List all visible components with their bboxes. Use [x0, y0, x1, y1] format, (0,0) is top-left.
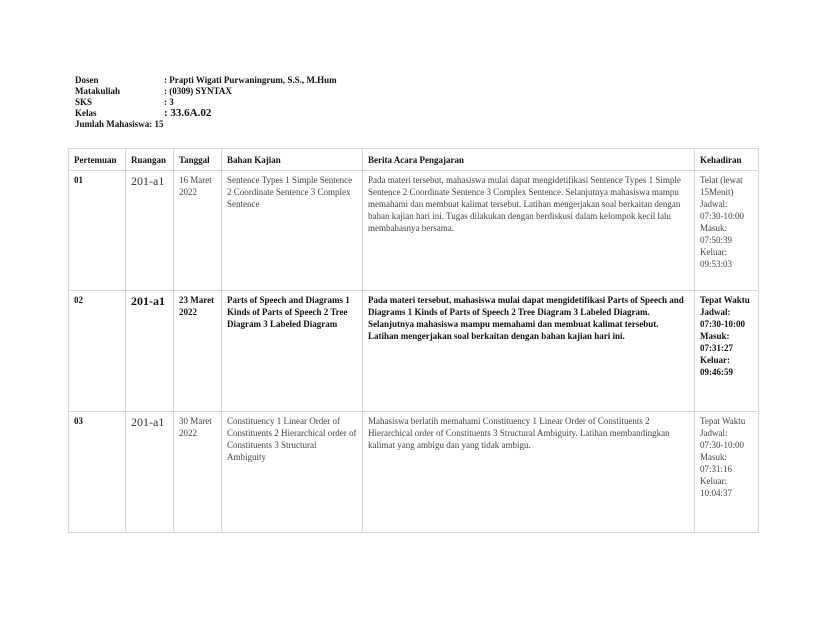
cell-pertemuan: 01 [69, 171, 126, 291]
cell-kehadiran: Tepat Waktu Jadwal: 07:30-10:00 Masuk: 07:31:27 Keluar: 09:46:59 [695, 291, 759, 412]
cell-ruangan: 201-a1 [126, 412, 174, 533]
cell-kehadiran: Telat (lewat 15Menit) Jadwal: 07:30-10:00 Masuk: 07:50:39 Keluar: 09:53:03 [695, 171, 759, 291]
header-tanggal: Tanggal [174, 149, 222, 171]
header-bahan-kajian: Bahan Kajian [222, 149, 363, 171]
header-berita-acara: Berita Acara Pengajaran [363, 149, 695, 171]
sks-value: : 3 [164, 97, 174, 107]
cell-berita-acara: Pada materi tersebut, mahasiswa mulai dapat mengidetifikasi Sentence Types 1 Simple Sentence 2 Coordinate Sentence 3 Complex Sentence. Selanjutnya mahasiswa mampu memahami dan membuat kalimat tersebut. Latihan mengerjakan soal berkaitan dengan bahan kajian hari ini. Tugas dilakukan dengan berdiskusi dalam kelompok kecil lalu membahasnya bersama. [363, 171, 695, 291]
info-row-jumlah [75, 119, 337, 130]
cell-berita-acara: Mahasiswa berlatih memahami Constituency 1 Linear Order of Constituents 2 Hierarchical order of Constituents 3 Structural Ambiguity. Latihan membandingkan kalimat yang ambigu dan yang tidak ambigu. [363, 412, 695, 533]
matakuliah-label: Matakuliah [75, 86, 121, 96]
cell-berita-acara: Pada materi tersebut, mahasiswa mulai dapat mengidetifikasi Parts of Speech and Diagrams 1 Kinds of Parts of Speech 2 Tree Diagram 3 Labeled Diagram. Selanjutnya mahasiswa mampu memahami dan membuat kalimat tersebut. Latihan mengerjakan soal berkaitan dengan bahan kajian hari ini. [363, 291, 695, 412]
kelas-label: Kelas [75, 108, 97, 118]
cell-kehadiran: Tepat Waktu Jadwal: 07:30-10:00 Masuk: 07:31:16 Keluar: 10:04:37 [695, 412, 759, 533]
kelas-value: : 33.6A.02 [164, 107, 212, 119]
attendance-table [68, 148, 759, 533]
jumlah-value: : 15 [149, 119, 164, 129]
cell-ruangan: 201-a1 [126, 171, 174, 291]
info-row-dosen [75, 75, 337, 86]
table-header-row [69, 149, 759, 171]
cell-ruangan: 201-a1 [126, 291, 174, 412]
cell-pertemuan: 02 [69, 291, 126, 412]
table-row [69, 171, 759, 291]
dosen-value: : Prapti Wigati Purwaningrum, S.S., M.Hum [164, 75, 337, 85]
course-info [75, 75, 337, 130]
sks-label: SKS [75, 97, 93, 107]
cell-bahan-kajian: Parts of Speech and Diagrams 1 Kinds of Parts of Speech 2 Tree Diagram 3 Labeled Diagram [222, 291, 363, 412]
cell-tanggal: 30 Maret 2022 [174, 412, 222, 533]
info-row-matakuliah [75, 86, 337, 97]
header-ruangan: Ruangan [126, 149, 174, 171]
info-row-kelas [75, 108, 337, 119]
header-kehadiran: Kehadiran [695, 149, 759, 171]
cell-bahan-kajian: Constituency 1 Linear Order of Constituents 2 Hierarchical order of Constituents 3 Structural Ambiguity [222, 412, 363, 533]
cell-pertemuan: 03 [69, 412, 126, 533]
cell-tanggal: 23 Maret 2022 [174, 291, 222, 412]
cell-tanggal: 16 Maret 2022 [174, 171, 222, 291]
header-pertemuan: Pertemuan [69, 149, 126, 171]
cell-bahan-kajian: Sentence Types 1 Simple Sentence 2 Coordinate Sentence 3 Complex Sentence [222, 171, 363, 291]
table-row [69, 412, 759, 533]
table-row [69, 291, 759, 412]
jumlah-label: Jumlah Mahasiswa [75, 119, 150, 129]
matakuliah-value: : (0309) SYNTAX [164, 86, 232, 96]
dosen-label: Dosen [75, 75, 99, 85]
attendance-table-wrapper [68, 148, 758, 533]
